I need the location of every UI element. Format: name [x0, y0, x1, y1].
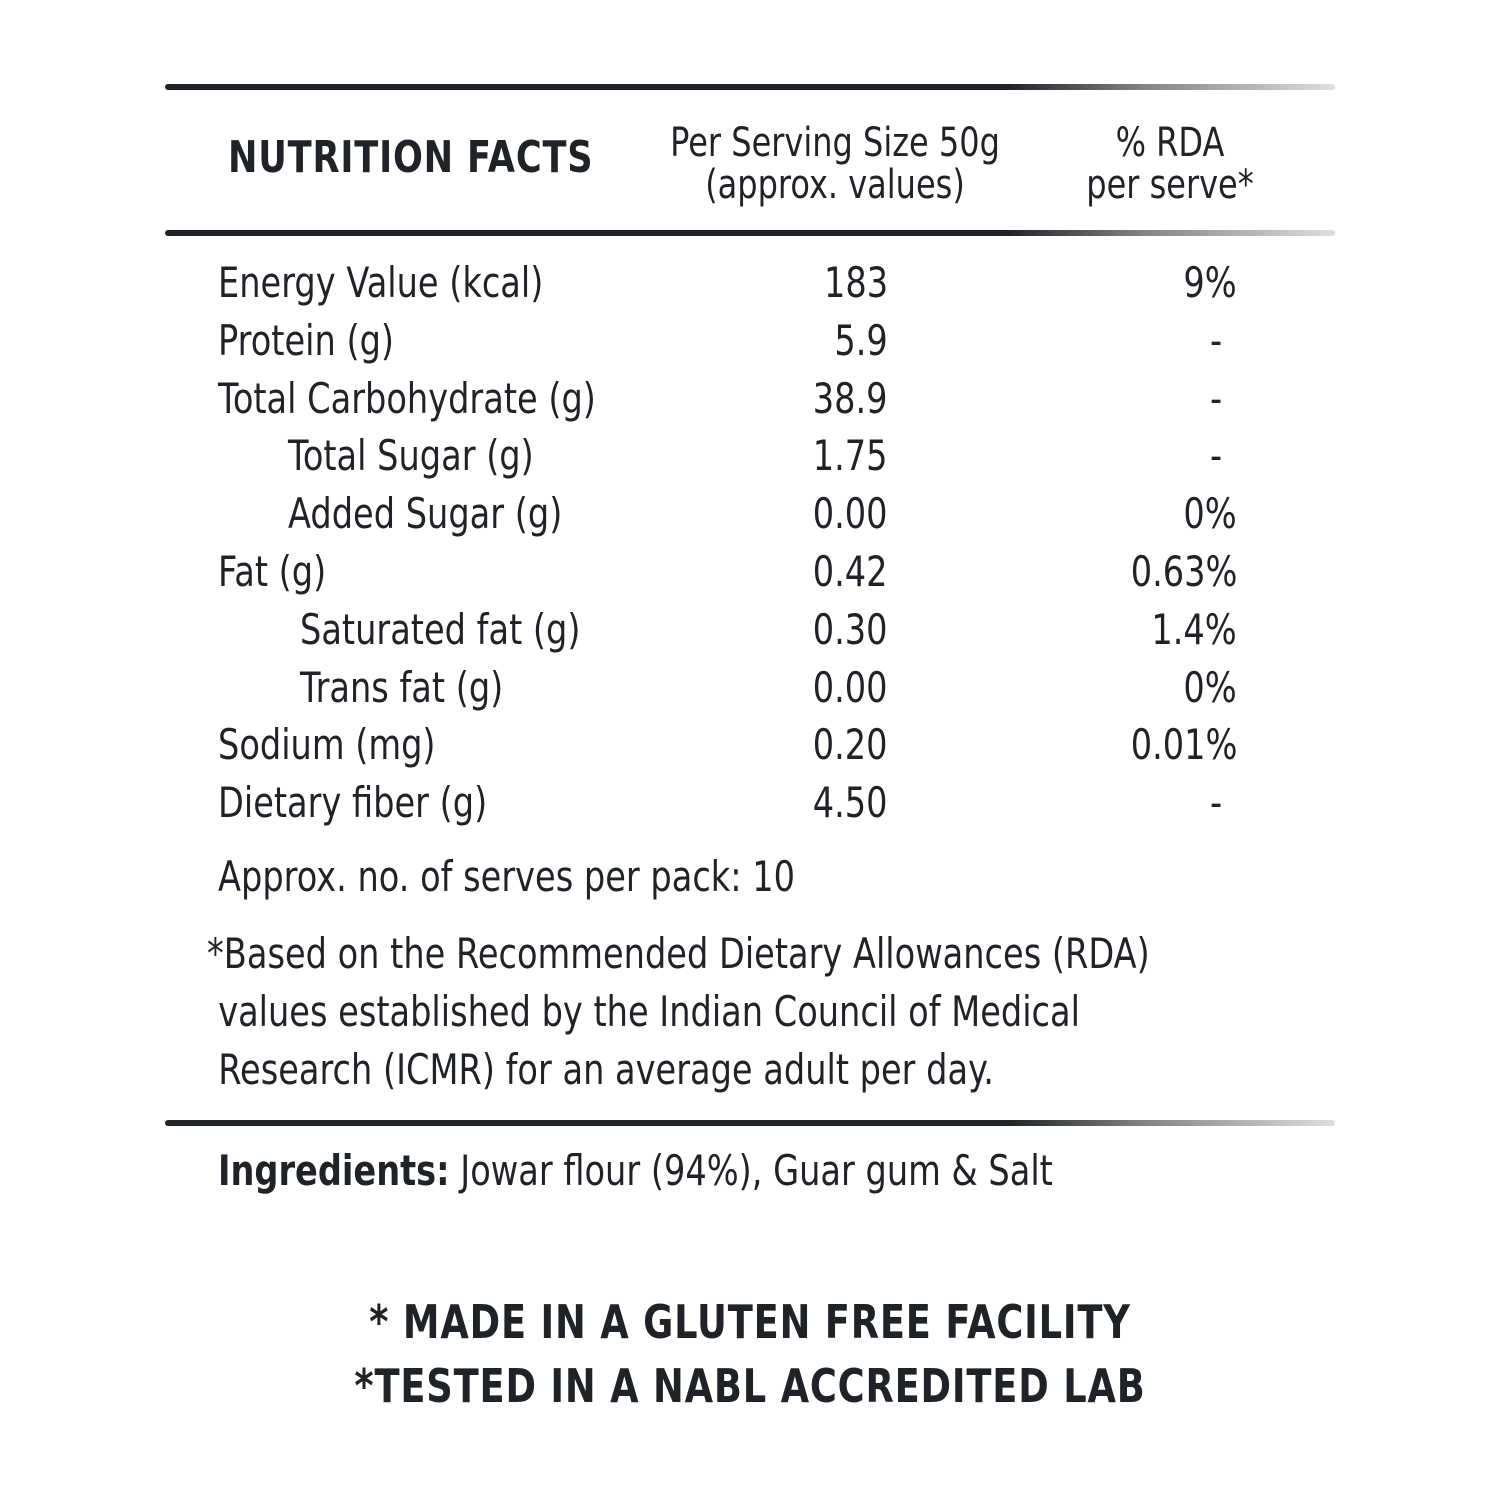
- nutrient-value: 0.00: [813, 662, 888, 712]
- nutrient-value: 0.00: [813, 489, 888, 539]
- ingredients-text: Jowar flour (94%), Guar gum & Salt: [449, 1146, 1053, 1195]
- nutrient-rda: -: [1209, 778, 1222, 828]
- header-divider: [165, 230, 1335, 236]
- rda-header-line: % RDA: [1115, 120, 1225, 166]
- nutrient-row-sodium: [0, 716, 1500, 774]
- facility-claims: [0, 1290, 1500, 1418]
- rda-per-serve-line: per serve*: [1086, 162, 1254, 208]
- footnote-line: Research (ICMR) for an average adult per day.: [218, 1045, 994, 1094]
- nutrient-row-added-sugar: [0, 485, 1500, 543]
- nutrient-name: Protein (g): [218, 315, 395, 365]
- footer-divider: [165, 1120, 1335, 1126]
- nutrient-name: Sodium (mg): [218, 720, 436, 770]
- nabl-lab-claim: *TESTED IN A NABL ACCREDITED LAB: [354, 1359, 1146, 1413]
- nutrient-rda: 9%: [1183, 258, 1237, 307]
- footnote-line: *Based on the Recommended Dietary Allowances (RDA): [207, 929, 1150, 978]
- top-divider: [165, 84, 1335, 90]
- nutrient-value: 0.30: [813, 604, 888, 654]
- nutrient-name: Trans fat (g): [300, 662, 504, 712]
- nutrient-row-total-sugar: [0, 427, 1500, 485]
- nutrient-value: 0.20: [813, 720, 888, 770]
- nutrient-row-trans-fat: [0, 659, 1500, 717]
- ingredients-label: Ingredients:: [218, 1146, 450, 1195]
- serving-size-line: Per Serving Size 50g: [670, 120, 1000, 166]
- nutrient-rda: 0.63%: [1130, 546, 1237, 596]
- nutrient-rda: -: [1209, 431, 1222, 481]
- nutrient-row-fat: [0, 543, 1500, 601]
- nutrient-name: Energy Value (kcal): [218, 258, 544, 307]
- nutrient-value: 1.75: [813, 431, 888, 481]
- serves-per-pack: Approx. no. of serves per pack: 10: [218, 852, 796, 901]
- label-title: NUTRITION FACTS: [228, 132, 594, 183]
- nutrient-name: Dietary fiber (g): [218, 778, 488, 828]
- nutrient-name: Added Sugar (g): [288, 489, 563, 539]
- nutrient-name: Saturated fat (g): [300, 604, 581, 654]
- nutrient-rda: -: [1209, 373, 1222, 423]
- nutrient-rda: 0%: [1183, 489, 1237, 539]
- serving-approx-line: (approx. values): [705, 162, 965, 208]
- nutrient-name: Fat (g): [218, 546, 327, 596]
- nutrient-rda: -: [1209, 315, 1222, 365]
- nutrient-value: 5.9: [834, 315, 888, 365]
- nutrient-row-carbohydrate: [0, 370, 1500, 428]
- nutrient-value: 0.42: [813, 546, 888, 596]
- nutrient-rda: 0.01%: [1130, 720, 1237, 770]
- gluten-free-claim: * MADE IN A GLUTEN FREE FACILITY: [369, 1295, 1131, 1349]
- ingredients-line: [218, 1146, 1053, 1195]
- nutrient-name: Total Carbohydrate (g): [218, 373, 596, 423]
- nutrient-row-protein: [0, 312, 1500, 370]
- serving-size-header: [655, 122, 1015, 206]
- nutrient-rda: 0%: [1183, 662, 1237, 712]
- nutrient-row-energy: [0, 254, 1500, 312]
- rda-header: [1066, 122, 1274, 206]
- nutrient-table: [0, 254, 1500, 832]
- nutrient-name: Total Sugar (g): [288, 431, 534, 481]
- nutrient-value: 4.50: [813, 778, 888, 828]
- rda-footnote: [207, 925, 1247, 1099]
- nutrient-value: 183: [823, 258, 888, 307]
- nutrient-row-saturated-fat: [0, 601, 1500, 659]
- nutrient-rda: 1.4%: [1151, 604, 1237, 654]
- footnote-line: values established by the Indian Council of Medical: [218, 987, 1080, 1036]
- nutrient-value: 38.9: [813, 373, 888, 423]
- nutrient-row-dietary-fiber: [0, 774, 1500, 832]
